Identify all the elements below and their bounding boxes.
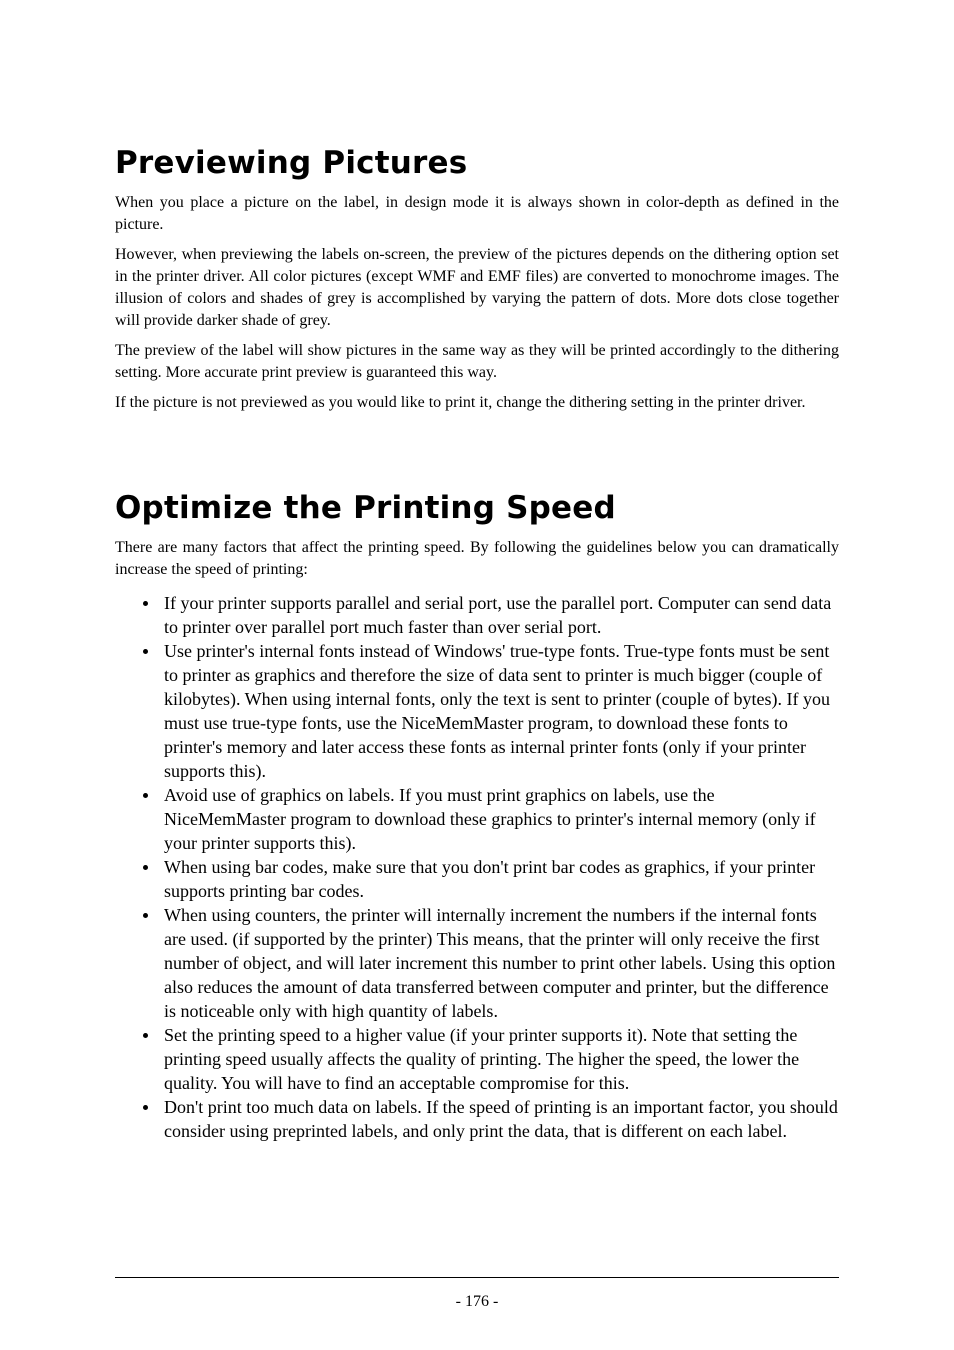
list-item bbox=[115, 783, 839, 855]
bullet-icon bbox=[143, 1105, 148, 1110]
list-item bbox=[115, 1095, 839, 1143]
section-heading-previewing-pictures: Previewing Pictures bbox=[115, 145, 468, 181]
list-item-text: When using bar codes, make sure that you don't print bar codes as graphics, if your printer supports printing bar codes. bbox=[164, 857, 816, 901]
list-item-text: Avoid use of graphics on labels. If you must print graphics on labels, use the NiceMemMaster program to download these graphics to printer's internal memory (only if your printer supports this). bbox=[164, 785, 816, 853]
footer-divider bbox=[115, 1277, 839, 1278]
intro-paragraph: There are many factors that affect the printing speed. By following the guidelines below you can dramatically increase the speed of printing: bbox=[115, 539, 839, 578]
paragraph: When you place a picture on the label, in design mode it is always shown in color-depth as defined in the picture. bbox=[115, 194, 839, 233]
page-number: - 176 - bbox=[455, 1293, 499, 1310]
paragraph: However, when previewing the labels on-screen, the preview of the pictures depends on the dithering option set in the printer driver. All color pictures (except WMF and EMF files) are converted to monochrome images. The illusion of colors and shades of grey is accomplished by varying the pattern of dots. More dots close together will provide darker shade of grey. bbox=[115, 246, 839, 329]
list-item-text: Use printer's internal fonts instead of Windows' true-type fonts. True-type fonts must be sent to printer as graphics and therefore the size of data sent to printer is much bigger (couple of kilobytes). When using internal fonts, only the text is sent to printer (couple of bytes). If you must use true-type fonts, use the NiceMemMaster program, to download these fonts to printer's memory and later access these fonts as internal printer fonts (only if your printer supports this). bbox=[164, 641, 831, 781]
bullet-icon bbox=[143, 913, 148, 918]
section-heading-optimize-printing-speed: Optimize the Printing Speed bbox=[115, 490, 616, 526]
list-item bbox=[115, 855, 839, 903]
list-item-text: Don't print too much data on labels. If the speed of printing is an important factor, you should consider using preprinted labels, and only print the data, that is different on each label. bbox=[164, 1097, 838, 1141]
list-item bbox=[115, 591, 839, 639]
paragraph: If the picture is not previewed as you would like to print it, change the dithering setting in the printer driver. bbox=[115, 394, 806, 411]
bullet-icon bbox=[143, 649, 148, 654]
section-body-optimize-printing-speed bbox=[115, 537, 839, 1143]
section-body-previewing-pictures bbox=[115, 192, 839, 422]
list-item-text: When using counters, the printer will internally increment the numbers if the internal fonts are used. (if supported by the printer) This means, that the printer will only receive the first number of object, and will later increment this number to print other labels. Using this option also reduces the amount of data transferred between computer and printer, but the difference is noticeable only with high quantity of labels. bbox=[164, 905, 836, 1021]
list-item-text: If your printer supports parallel and serial port, use the parallel port. Computer can send data to printer over parallel port much faster than over serial port. bbox=[164, 593, 832, 637]
list-item bbox=[115, 903, 839, 1023]
bullet-icon bbox=[143, 793, 148, 798]
list-item bbox=[115, 639, 839, 783]
list-item bbox=[115, 1023, 839, 1095]
paragraph: The preview of the label will show pictures in the same way as they will be printed accordingly to the dithering setting. More accurate print preview is guaranteed this way. bbox=[115, 342, 839, 381]
bullet-icon bbox=[143, 601, 148, 606]
bullet-icon bbox=[143, 1033, 148, 1038]
guidelines-list bbox=[115, 591, 839, 1143]
list-item-text: Set the printing speed to a higher value (if your printer supports it). Note that setting the printing speed usually affects the quality of printing. The higher the speed, the lower the quality. You will have to find an acceptable compromise for this. bbox=[164, 1025, 800, 1093]
bullet-icon bbox=[143, 865, 148, 870]
